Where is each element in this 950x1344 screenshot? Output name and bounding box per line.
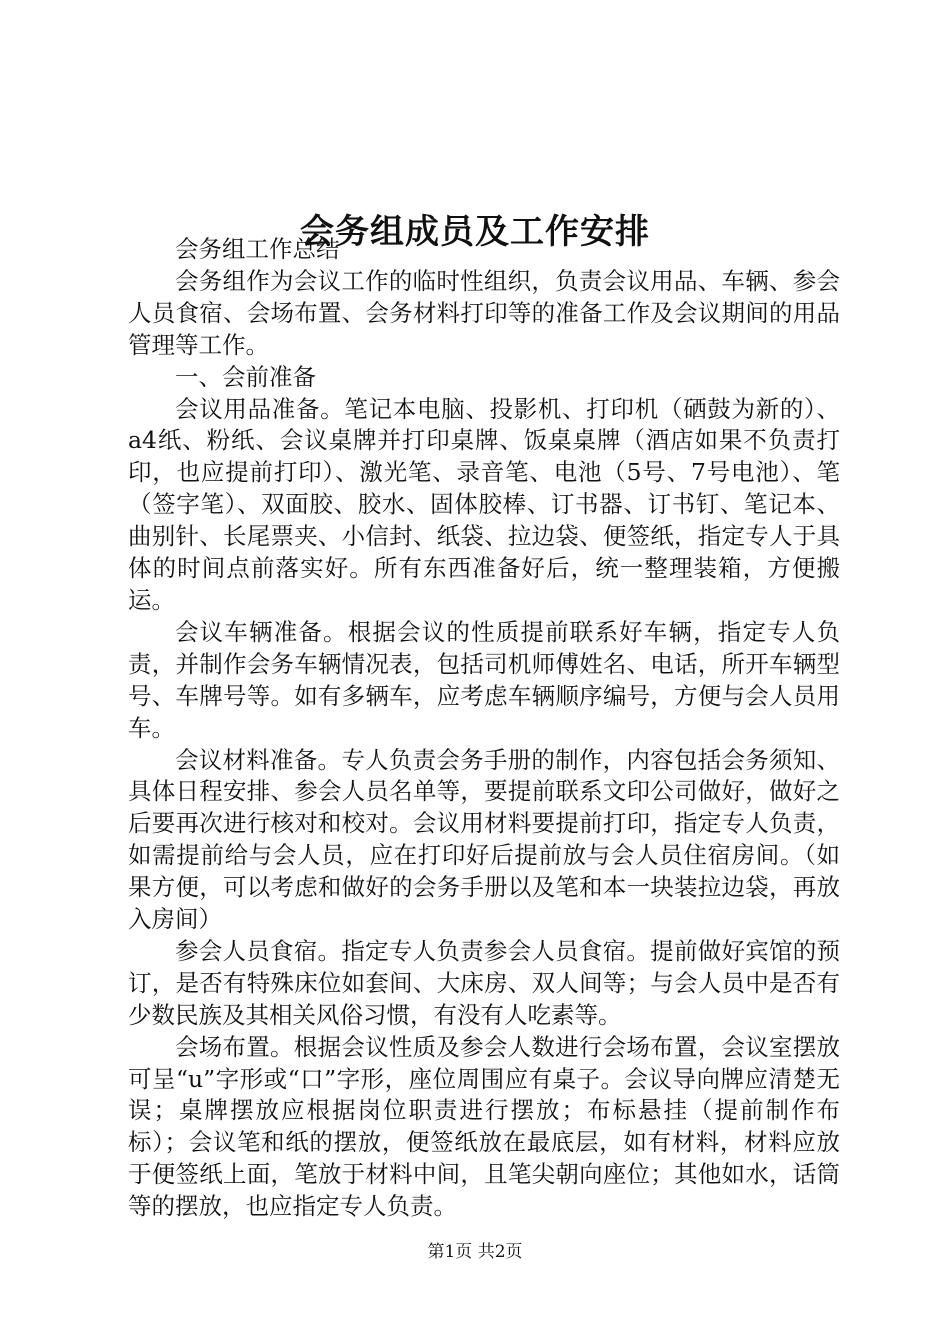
paragraph-intro: 会务组作为会议工作的临时性组织，负责会议用品、车辆、参会人员食宿、会场布置、会务材料打印等的准备工作及会议期间的用品管理等工作。 [128,266,840,359]
paragraph-supplies: 会议用品准备。笔记本电脑、投影机、打印机（硒鼓为新的）、a4纸、粉纸、会议桌牌并打印桌牌、饭桌桌牌（酒店如果不负责打印，也应提前打印）、激光笔、录音笔、电池（5号、7号电池）、笔（签字笔）、双面胶、胶水、固体胶棒、订书器、订书钉、笔记本、曲别针、长尾票夹、小信封、纸袋、拉边袋、便签纸，指定专人于具体的时间点前落实好。所有东西准备好后，统一整理装箱，方便搬运。 [128,394,840,614]
paragraph-subtitle: 会务组工作总结 [175,235,340,263]
paragraph-venue: 会场布置。根据会议性质及参会人数进行会场布置，会议室摆放可呈“u”字形或“口”字形，座位周围应有桌子。会议导向牌应清楚无误；桌牌摆放应根据岗位职责进行摆放；布标悬挂（提前制作布标）；会议笔和纸的摆放，便签纸放在最底层，如有材料，材料应放于便签纸上面，笔放于材料中间，且笔尖朝向座位；其他如水，话筒等的摆放，也应指定专人负责。 [128,1032,840,1221]
section-heading: 一、会前准备 [175,362,316,391]
paragraph-vehicles: 会议车辆准备。根据会议的性质提前联系好车辆，指定专人负责，并制作会务车辆情况表，包括司机师傅姓名、电话，所开车辆型号、车牌号等。如有多辆车，应考虑车辆顺序编号，方便与会人员用车。 [128,617,840,742]
page-title: 会务组成员及工作安排 [300,211,650,252]
page-number-footer: 第1页 共2页 [427,1242,523,1262]
paragraph-accommodation: 参会人员食宿。指定专人负责参会人员食宿。提前做好宾馆的预订，是否有特殊床位如套间、大床房、双人间等；与会人员中是否有少数民族及其相关风俗习惯，有没有人吃素等。 [128,936,840,1029]
document-body [128,234,840,1223]
paragraph-materials: 会议材料准备。专人负责会务手册的制作，内容包括会务须知、具体日程安排、参会人员名单等，要提前联系文印公司做好，做好之后要再次进行核对和校对。会议用材料要提前打印，指定专人负责，如需提前给与会人员，应在打印好后提前放与会人员住宿房间。（如果方便，可以考虑和做好的会务手册以及笔和本一块装拉边袋，再放入房间） [128,745,840,934]
